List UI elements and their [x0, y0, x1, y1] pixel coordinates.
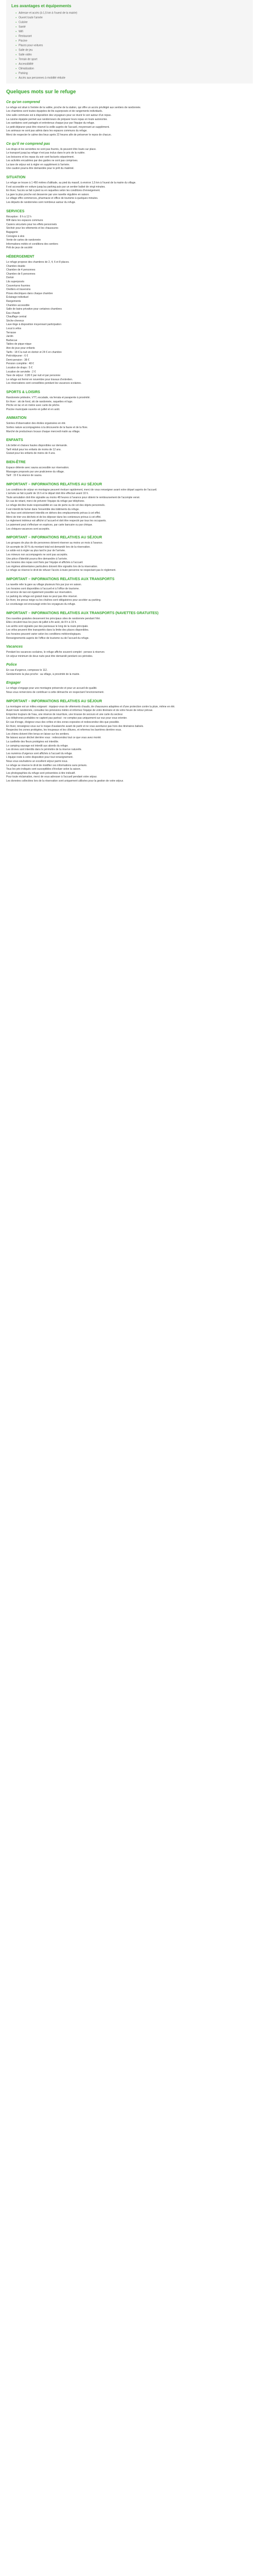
amenity-item [15, 15, 249, 20]
section-line: Tarifs : 18 € la nuit en dortoir et 24 € en chambre [6, 350, 62, 354]
section-title: ANIMATION [6, 416, 27, 420]
amenities-list [11, 11, 249, 80]
amenity-item [15, 66, 249, 71]
amenity-link[interactable]: Santé [19, 25, 26, 29]
section-title: Ce qu'il ne comprend pas [6, 142, 50, 146]
section-line: Les conditions de séjour en montagne peuvent évoluer rapidement, merci de vous renseigner avant votre départ auprès de l'accueil. [6, 488, 157, 492]
section-line: Tables de pique-nique [6, 343, 31, 346]
section-line: Séchoir pour les vêtements et les chaussures [6, 227, 58, 230]
section-title: Vacances [6, 645, 23, 649]
section-line: Lave-linge à disposition moyennant participation [6, 323, 61, 327]
amenity-item [15, 62, 249, 66]
section-title: SERVICES [6, 209, 25, 213]
section-line: En cas d'orage, éloignez-vous des crêtes et des zones exposées et redescendez dès que possible. [6, 721, 120, 724]
amenity-item [15, 76, 249, 80]
section-title: BIEN-ÊTRE [6, 460, 26, 464]
section-line: Ne laissez aucun déchet derrière vous : redescendez tout ce que vous avez monté. [6, 736, 102, 740]
section-line: Les réservations sont conseillées pendant les vacances scolaires. [6, 382, 82, 385]
section-line: Merci de respecter le calme des lieux après 22 heures afin de préserver le repos de chacun. [6, 133, 111, 137]
amenity-item [15, 48, 249, 53]
section-line: Un acompte de 30 % du montant total est demandé lors de la réservation. [6, 545, 91, 549]
page-title: Quelques mots sur le refuge [6, 89, 76, 95]
section-line: Le refuge se réserve le droit de modifier ces informations sans préavis. [6, 764, 88, 767]
section-line: Les feux sont strictement interdits en dehors des emplacements prévus à cet effet. [6, 512, 101, 515]
section-title: SPORTS & LOISIRS [6, 390, 40, 394]
section-line: Location de draps : 5 € [6, 366, 33, 370]
section-line: L'arrivée se fait à partir de 16 h et le départ doit être effectué avant 10 h. [6, 492, 89, 496]
section-line: Le covoiturage est encouragé entre les voyageurs du refuge. [6, 602, 76, 606]
section-title: IMPORTANT – INFORMATIONS RELATIVES AU SÉJOUR [6, 699, 102, 703]
section-line: Les chèques-vacances sont acceptés. [6, 527, 50, 531]
amenity-link[interactable]: Places pour voitures [19, 44, 43, 47]
section [6, 482, 253, 532]
section-line: Espace détente avec sauna accessible sur réservation. [6, 466, 70, 469]
section-line: Les horaires des repas sont fixés par l'équipe et affichés à l'accueil. [6, 561, 84, 565]
section-line: Couvertures fournies [6, 284, 30, 287]
section-line: Piscine municipale ouverte en juillet et en août. [6, 408, 60, 411]
amenity-item [15, 29, 249, 34]
section-line: En hiver, renseignez-vous sur le risque d'avalanche avant de partir et ne vous aventurez pas hors des itinéraires balisés. [6, 724, 144, 728]
section-line: Le solde est à régler au plus tard le jour de l'arrivée. [6, 549, 66, 553]
section [6, 577, 253, 607]
section-line: Un service de taxi est également possible sur réservation. [6, 591, 73, 595]
section-line: Les arrêts sont signalés par des panneaux le long de la route principale. [6, 624, 89, 628]
amenity-link[interactable]: Terrain de sport [19, 58, 38, 61]
section-line: Soirées d'observation des étoiles organisées en été. [6, 422, 66, 426]
section-line: Les mineurs non accompagnés ne sont pas acceptés. [6, 553, 68, 557]
section-line: Chambre accessible [6, 303, 30, 307]
section-line: Il est interdit de fumer dans l'ensemble des bâtiments du refuge. [6, 507, 79, 511]
section-line: En hiver, les pneus neige ou les chaînes sont obligatoires pour accéder au parking. [6, 599, 102, 602]
section-line: Le refuge s'engage pour une montagne préservée et pour un accueil de qualité. [6, 687, 98, 690]
section-line: Le refuge se trouve à 1 450 mètres d'altitude, au pied du massif, à environ 1,5 km à l'ouest de la mairie du village. [6, 181, 136, 185]
section-line: La navette relie la gare au village plusieurs fois par jour en saison. [6, 583, 82, 586]
section-line: Chauffage central [6, 315, 27, 319]
section-line: Barbecue [6, 338, 18, 342]
section [6, 390, 253, 412]
section-line: Tarif : 15 € la séance de sauna. [6, 474, 42, 478]
section-line: Chambre de 4 personnes [6, 268, 36, 272]
section-line: Prêt de jeux de société [6, 246, 33, 250]
section-line: La cueillette des fleurs protégées est interdite. [6, 740, 59, 744]
section-line: Les numéros d'urgence sont affichés à l'accueil du refuge. [6, 752, 73, 755]
amenity-item [15, 25, 249, 29]
section [6, 681, 253, 694]
section [6, 255, 253, 386]
section-line: Les photographies du refuge sont présentées à titre indicatif. [6, 771, 76, 775]
section-line: L'équipe reste à votre disposition pour tout renseignement. [6, 756, 73, 759]
amenity-item [15, 43, 249, 48]
section-line: Avant toute randonnée, consultez les prévisions météo et informez l'équipe de votre itinéraire et de votre heure de retour prévue. [6, 709, 153, 713]
section-line: Les chiens doivent être tenus en laisse sur les sentiers. [6, 732, 70, 736]
section [6, 438, 253, 456]
section-line: Lits bébé et chaises hautes disponibles sur demande. [6, 444, 68, 448]
section-line: Le refuge est fermé en novembre pour travaux d'entretien. [6, 378, 73, 381]
section-title: IMPORTANT – INFORMATIONS RELATIVES AUX TRANSPORTS (NAVETTES GRATUITES) [6, 611, 159, 615]
section-line: Les téléphones portables ne captent pas partout : ne comptez pas uniquement sur eux pour vous orienter. [6, 717, 127, 720]
section-line: Rangements [6, 299, 21, 303]
section-title: IMPORTANT – INFORMATIONS RELATIVES AU SÉJOUR [6, 536, 102, 540]
section-line: Les animaux ne sont pas admis dans les espaces communs du refuge. [6, 129, 88, 133]
amenity-link[interactable]: Cuisine [19, 21, 28, 24]
section-line: La gare la plus proche est desservie par une navette régulière en saison. [6, 193, 90, 196]
section-line: Randonnée pédestre, VTT, escalade, via ferrata et parapente à proximité. [6, 396, 90, 399]
section-line: Les draps et les serviettes ne sont pas fournis, ils peuvent être loués sur place. [6, 147, 96, 151]
section-line: Vente de cartes de randonnée [6, 239, 41, 242]
section-line: Elles circulent tous les jours de juillet à fin août, de 8 h à 19 h. [6, 621, 77, 624]
section [6, 699, 253, 784]
section-line: Oreillers et traversins [6, 288, 31, 292]
section-line: Les vélos peuvent être transportés dans la limite des places disponibles. [6, 629, 89, 632]
amenity-link[interactable]: Salle vidéo [19, 53, 32, 57]
amenity-link[interactable]: Parking [19, 72, 28, 75]
section-line: En hiver, l'accès se fait à pied ou en raquettes selon les conditions d'enneigement. [6, 189, 101, 193]
section-line: Le petit-déjeuner peut être réservé la veille auprès de l'accueil, moyennant un supplément. [6, 125, 110, 129]
section-title: IMPORTANT – INFORMATIONS RELATIVES AU SÉJOUR [6, 482, 102, 486]
section-line: La montagne est un milieu exigeant : équipez-vous de vêtements chauds, de chaussures adaptées et d'une protection contre la pluie, même en été. [6, 705, 175, 708]
section-line: Consigne à skis [6, 234, 25, 238]
amenity-link[interactable]: Piscine [19, 39, 27, 43]
section-line: Tous les prix indiqués sont susceptibles d'évoluer selon la saison. [6, 768, 81, 771]
amenities-box [6, 0, 253, 83]
content-sections [6, 100, 253, 784]
section-line: Terrasse [6, 331, 17, 334]
section-line: Les données collectées lors de la réservation sont uniquement utilisées pour la gestion de votre séjour. [6, 779, 124, 783]
section-line: Pêche en lac et en rivière avec carte de pêche. [6, 404, 60, 408]
section [6, 460, 253, 478]
section-line: Toute annulation doit être signalée au moins 48 heures à l'avance pour obtenir le remboursement de l'acompte versé. [6, 496, 140, 499]
section-line: Le refuge est situé à l'entrée de la vallée, proche de la station, qui offre un accès privilégié aux sentiers de randonnée. [6, 106, 141, 109]
section [6, 611, 253, 641]
section-line: Dortoir [6, 276, 14, 280]
section-line: Gratuit pour les enfants de moins de 4 ans. [6, 452, 56, 455]
section-line: Les activités encadrées par des guides ne sont pas comprises. [6, 159, 78, 163]
section-line: Il est accessible en voiture jusqu'au parking puis par un sentier balisé de vingt minutes. [6, 185, 106, 189]
section-line: Les horaires sont disponibles à l'accueil et à l'office de tourisme. [6, 587, 79, 590]
section-line: Réception : 8 h à 12 h [6, 215, 31, 218]
section-line: Le refuge se réserve le droit de refuser l'accès à toute personne ne respectant pas le règlement. [6, 569, 117, 572]
section-title: HÉBERGEMENT [6, 255, 35, 259]
section-title: ENFANTS [6, 438, 23, 443]
section-line: En hiver : ski de fond, ski de randonnée, raquettes et luge. [6, 400, 73, 403]
section-title: IMPORTANT – INFORMATIONS RELATIVES AUX TRANSPORTS [6, 577, 115, 581]
section-line: Une pièce d'identité pourra être demandée à l'arrivée. [6, 557, 68, 561]
section-line: Gendarmerie la plus proche : au village, à proximité de la mairie. [6, 672, 80, 676]
section-line: Chambre double [6, 264, 25, 268]
amenity-item [15, 71, 249, 76]
amenity-link[interactable]: Ouvert toute l'année [19, 16, 43, 20]
amenity-item [15, 20, 249, 25]
amenity-item [15, 57, 249, 62]
section-line: Massages proposés par une praticienne du village. [6, 470, 64, 473]
section-line: Informations météo et conditions des sentiers [6, 242, 58, 246]
section-line: Une salle commune est à disposition des voyageurs pour se réunir le soir autour d'un repas. [6, 113, 111, 117]
amenity-link[interactable]: Wifi [19, 30, 23, 33]
section-line: Les boissons et les repas du soir sont facturés séparément. [6, 155, 75, 159]
section-line: Les départs de randonnées sont nombreux autour du refuge. [6, 201, 76, 205]
section-line: Sorties nature accompagnées à la découverte de la faune et de la flore. [6, 426, 88, 429]
amenity-link[interactable]: Accès aux personnes à mobilité réduite [19, 76, 66, 80]
section-line: Taxe de séjour : 0,80 € par nuit et par personne [6, 374, 61, 378]
section-line: Nous vous remercions de contribuer à cette démarche en respectant l'environnement. [6, 691, 104, 694]
amenity-link[interactable]: Restaurant [19, 35, 32, 38]
section [6, 209, 253, 250]
section-line: Wifi dans les espaces communs [6, 219, 43, 223]
section-line: Les groupes de plus de dix personnes doivent réserver au moins un mois à l'avance. [6, 541, 103, 545]
section-line: Jardin [6, 335, 13, 338]
section-line: Éclairage individuel [6, 296, 29, 299]
section [6, 535, 253, 573]
section-line: Pension complète : 48 € [6, 362, 34, 366]
section-title: Police [6, 663, 17, 667]
section-title: Engager [6, 681, 21, 685]
section-line: Les sanitaires sont partagés et entretenus chaque jour par l'équipe du refuge. [6, 122, 95, 125]
section-line: Un séjour minimum de deux nuits peut être demandé pendant ces périodes. [6, 654, 93, 658]
section-line: Le village offre commerces, pharmacie et office de tourisme à quelques minutes. [6, 197, 99, 200]
section-line: Le refuge décline toute responsabilité en cas de perte ou de vol des objets personnels. [6, 504, 106, 507]
amenities-title: Les avantages et équipements [11, 4, 72, 8]
section-line: Pour toute réclamation, merci de vous adresser à l'accueil pendant votre séjour. [6, 775, 98, 779]
section-line: Lits superposés [6, 280, 25, 283]
section-line: Aire de jeux pour enfants [6, 347, 35, 350]
amenity-item [15, 53, 249, 57]
section-line: Renseignements auprès de l'office de tourisme ou de l'accueil du refuge. [6, 636, 89, 640]
section-title: Ce qu'on comprend [6, 100, 40, 104]
section-line: Demi-pension : 38 € [6, 358, 29, 362]
section-line: Location de serviette : 2 € [6, 370, 36, 374]
section-line: Des navettes gratuites desservent les principaux sites de randonnée pendant l'été. [6, 617, 101, 620]
section-line: Chambre de 6 personnes [6, 272, 36, 276]
section-line: Les drones sont interdits dans le périmètre de la réserve naturelle. [6, 748, 82, 752]
section [6, 645, 253, 658]
page [0, 0, 258, 784]
amenity-link[interactable]: Climatisation [19, 67, 34, 71]
section-line: Pendant les vacances scolaires, le refuge affiche souvent complet : pensez à réserver. [6, 651, 105, 654]
section-line: Le paiement peut s'effectuer en espèces, par carte bancaire ou par chèque. [6, 523, 93, 527]
amenity-item [15, 34, 249, 39]
section-line: Merci de trier vos déchets et de les déposer dans les conteneurs prévus à cet effet. [6, 515, 102, 519]
amenity-item [15, 39, 249, 43]
section-line: Emportez toujours de l'eau, une réserve de nourriture, une trousse de secours et une carte du secteur. [6, 713, 123, 716]
section-line: Petit-déjeuner : 6 € [6, 354, 28, 358]
section-line: Local à vélos [6, 327, 22, 331]
section [6, 416, 253, 434]
section-line: Le transport jusqu'au refuge n'est pas inclus dans le prix de la nuitée. [6, 151, 86, 155]
section-line: Salle de bains privative pour certaines chambres [6, 308, 62, 311]
amenity-link[interactable]: Accessibilité [19, 62, 34, 66]
section-line: Le règlement intérieur est affiché à l'accueil et doit être respecté par tous les occupants. [6, 519, 107, 523]
section-line: La cuisine équipée permet aux randonneurs de préparer leurs repas en toute autonomie. [6, 117, 108, 121]
section-line: Les chambres sont toutes équipées de lits superposés et de rangements individuels. [6, 110, 103, 113]
section-line: Marché de producteurs locaux chaque mercredi matin au village. [6, 430, 80, 433]
section-line: Nous vous souhaitons un excellent séjour parmi nous. [6, 759, 68, 763]
section [6, 100, 253, 138]
section-line: Sèche-cheveux [6, 319, 24, 323]
section [6, 142, 253, 172]
section-line: Le camping sauvage est interdit aux abords du refuge. [6, 744, 69, 748]
section-line: Le refuge propose des chambres de 2, 4, 6 et 8 places. [6, 260, 70, 264]
section-line: La taxe de séjour est à régler en supplément à l'arrivée. [6, 163, 70, 166]
section-line: Eau chaude [6, 311, 20, 315]
amenity-item [15, 11, 249, 15]
section-title: SITUATION [6, 176, 26, 180]
section-line: Bagagerie [6, 231, 18, 234]
section-line: Casiers sécurisés pour les effets personnels [6, 223, 57, 226]
section-line: Respectez les zones protégées, les troupeaux et les clôtures, et refermez les barrières derrière vous. [6, 728, 122, 732]
section-line: Le parking du refuge est gratuit mais ne peut pas être réservé. [6, 595, 78, 598]
section-line: Les horaires peuvent varier selon les conditions météorologiques. [6, 632, 82, 636]
section-line: Tarif réduit pour les enfants de moins de 12 ans. [6, 448, 61, 451]
amenity-link[interactable]: Salle de jeu [19, 48, 33, 52]
section-line: Les régimes alimentaires particuliers doivent être signalés lors de la réservation. [6, 565, 98, 568]
section-line: En cas de retard, merci de prévenir l'équipe du refuge par téléphone. [6, 500, 85, 503]
section [6, 663, 253, 676]
amenity-link[interactable]: Adresse et accès (à 1,5 km à l'ouest de la mairie) [19, 11, 77, 15]
section-line: En cas d'urgence, composez le 112. [6, 669, 48, 672]
section-line: Une caution pourra être demandée pour le prêt du matériel. [6, 167, 74, 171]
section-line: Prises électriques dans chaque chambre [6, 292, 53, 295]
section [6, 175, 253, 205]
